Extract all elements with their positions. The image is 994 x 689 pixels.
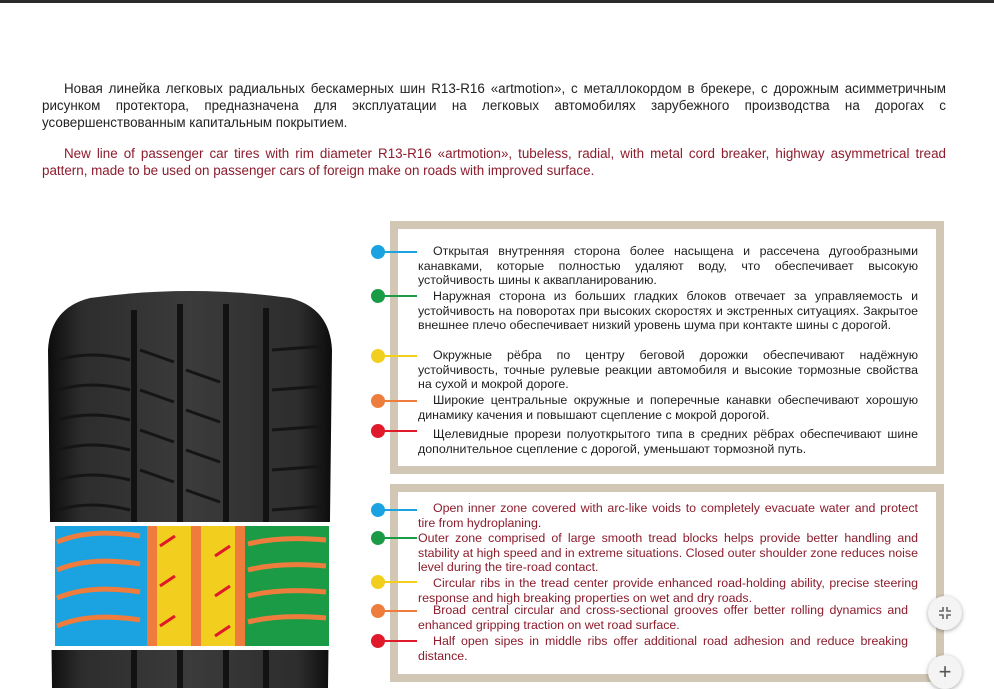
collapse-icon: [937, 605, 953, 621]
feature-ru-2: Наружная сторона из больших гладких блоков отвечает за управляемость и устойчивость на поворотах при высоких скоростях и экстренных ситуациях. Закрытое внешнее плечо обеспечивает низкий уровень шума при контакте шины с дорогой.: [418, 289, 918, 333]
marker-orange-line: [383, 610, 417, 612]
feature-en-4: Broad central circular and cross-sectional grooves offer better rolling dynamics and enhanced gripping traction on wet road surface.: [418, 603, 908, 632]
marker-green-line: [383, 295, 417, 297]
groove-orange-2: [191, 526, 201, 646]
feature-ru-3: Окружные рёбра по центру беговой дорожки обеспечивают надёжную устойчивость, точные рулевые реакции автомобиля и высокие тормозные свойства на сухой и мокрой дороге.: [418, 348, 918, 392]
collapse-button[interactable]: [928, 596, 962, 630]
marker-blue-line: [383, 509, 417, 511]
intro-en: New line of passenger car tires with rim diameter R13-R16 «artmotion», tubeless, radial, with metal cord breaker, highway asymmetrical tread pattern, made to be used on passenger cars of foreign make on roads with improved surface.: [42, 146, 946, 178]
zoom-in-button[interactable]: +: [928, 655, 962, 689]
marker-yellow-line: [383, 355, 417, 357]
feature-en-2: Outer zone comprised of large smooth tread blocks helps provide better handling and stability at high speed and in extreme situations. Closed outer shoulder zone reduces noise level during the tire-road contact.: [418, 531, 918, 575]
tire-image: [30, 290, 350, 688]
feature-en-5: Half open sipes in middle ribs offer additional road adhesion and reduce breaking distance.: [418, 634, 908, 663]
marker-green-line: [383, 537, 417, 539]
marker-red-line: [383, 430, 417, 432]
feature-en-1: Open inner zone covered with arc-like voids to completely evacuate water and protect tire from hydroplaning.: [418, 501, 918, 530]
tread-zone-diagram: [50, 522, 332, 650]
marker-red-line: [383, 640, 417, 642]
feature-en-3: Circular ribs in the tread center provide enhanced road-holding ability, precise steering response and high breaking properties on wet and dry roads.: [418, 576, 918, 605]
marker-orange-line: [383, 400, 417, 402]
top-rule: [0, 0, 994, 3]
groove-orange-1: [147, 526, 157, 646]
intro-ru: Новая линейка легковых радиальных бескамерных шин R13-R16 «artmotion», с металлокордом в брекере, с дорожным асимметричным рисунком протектора, предназначена для эксплуатации на легковых автомобилях зарубежного производства на дорогах с усовершенствованным капитальным покрытием.: [42, 81, 946, 130]
groove-orange-3: [235, 526, 245, 646]
marker-blue-line: [383, 251, 417, 253]
feature-ru-5: Щелевидные прорези полуоткрытого типа в средних рёбрах обеспечивают шине дополнительное сцепление с дорогой, уменьшают тормозной путь.: [418, 427, 918, 456]
feature-ru-4: Широкие центральные окружные и поперечные канавки обеспечивают хорошую динамику качения и повышают сцепление с мокрой дорогой.: [418, 393, 918, 422]
feature-ru-1: Открытая внутренняя сторона более насыщена и рассечена дугообразными канавками, которые полностью удаляют воду, что обеспечивает высокую устойчивость шины к аквапланированию.: [418, 244, 918, 288]
zone-inner-blue: [55, 526, 147, 646]
marker-yellow-line: [383, 581, 417, 583]
